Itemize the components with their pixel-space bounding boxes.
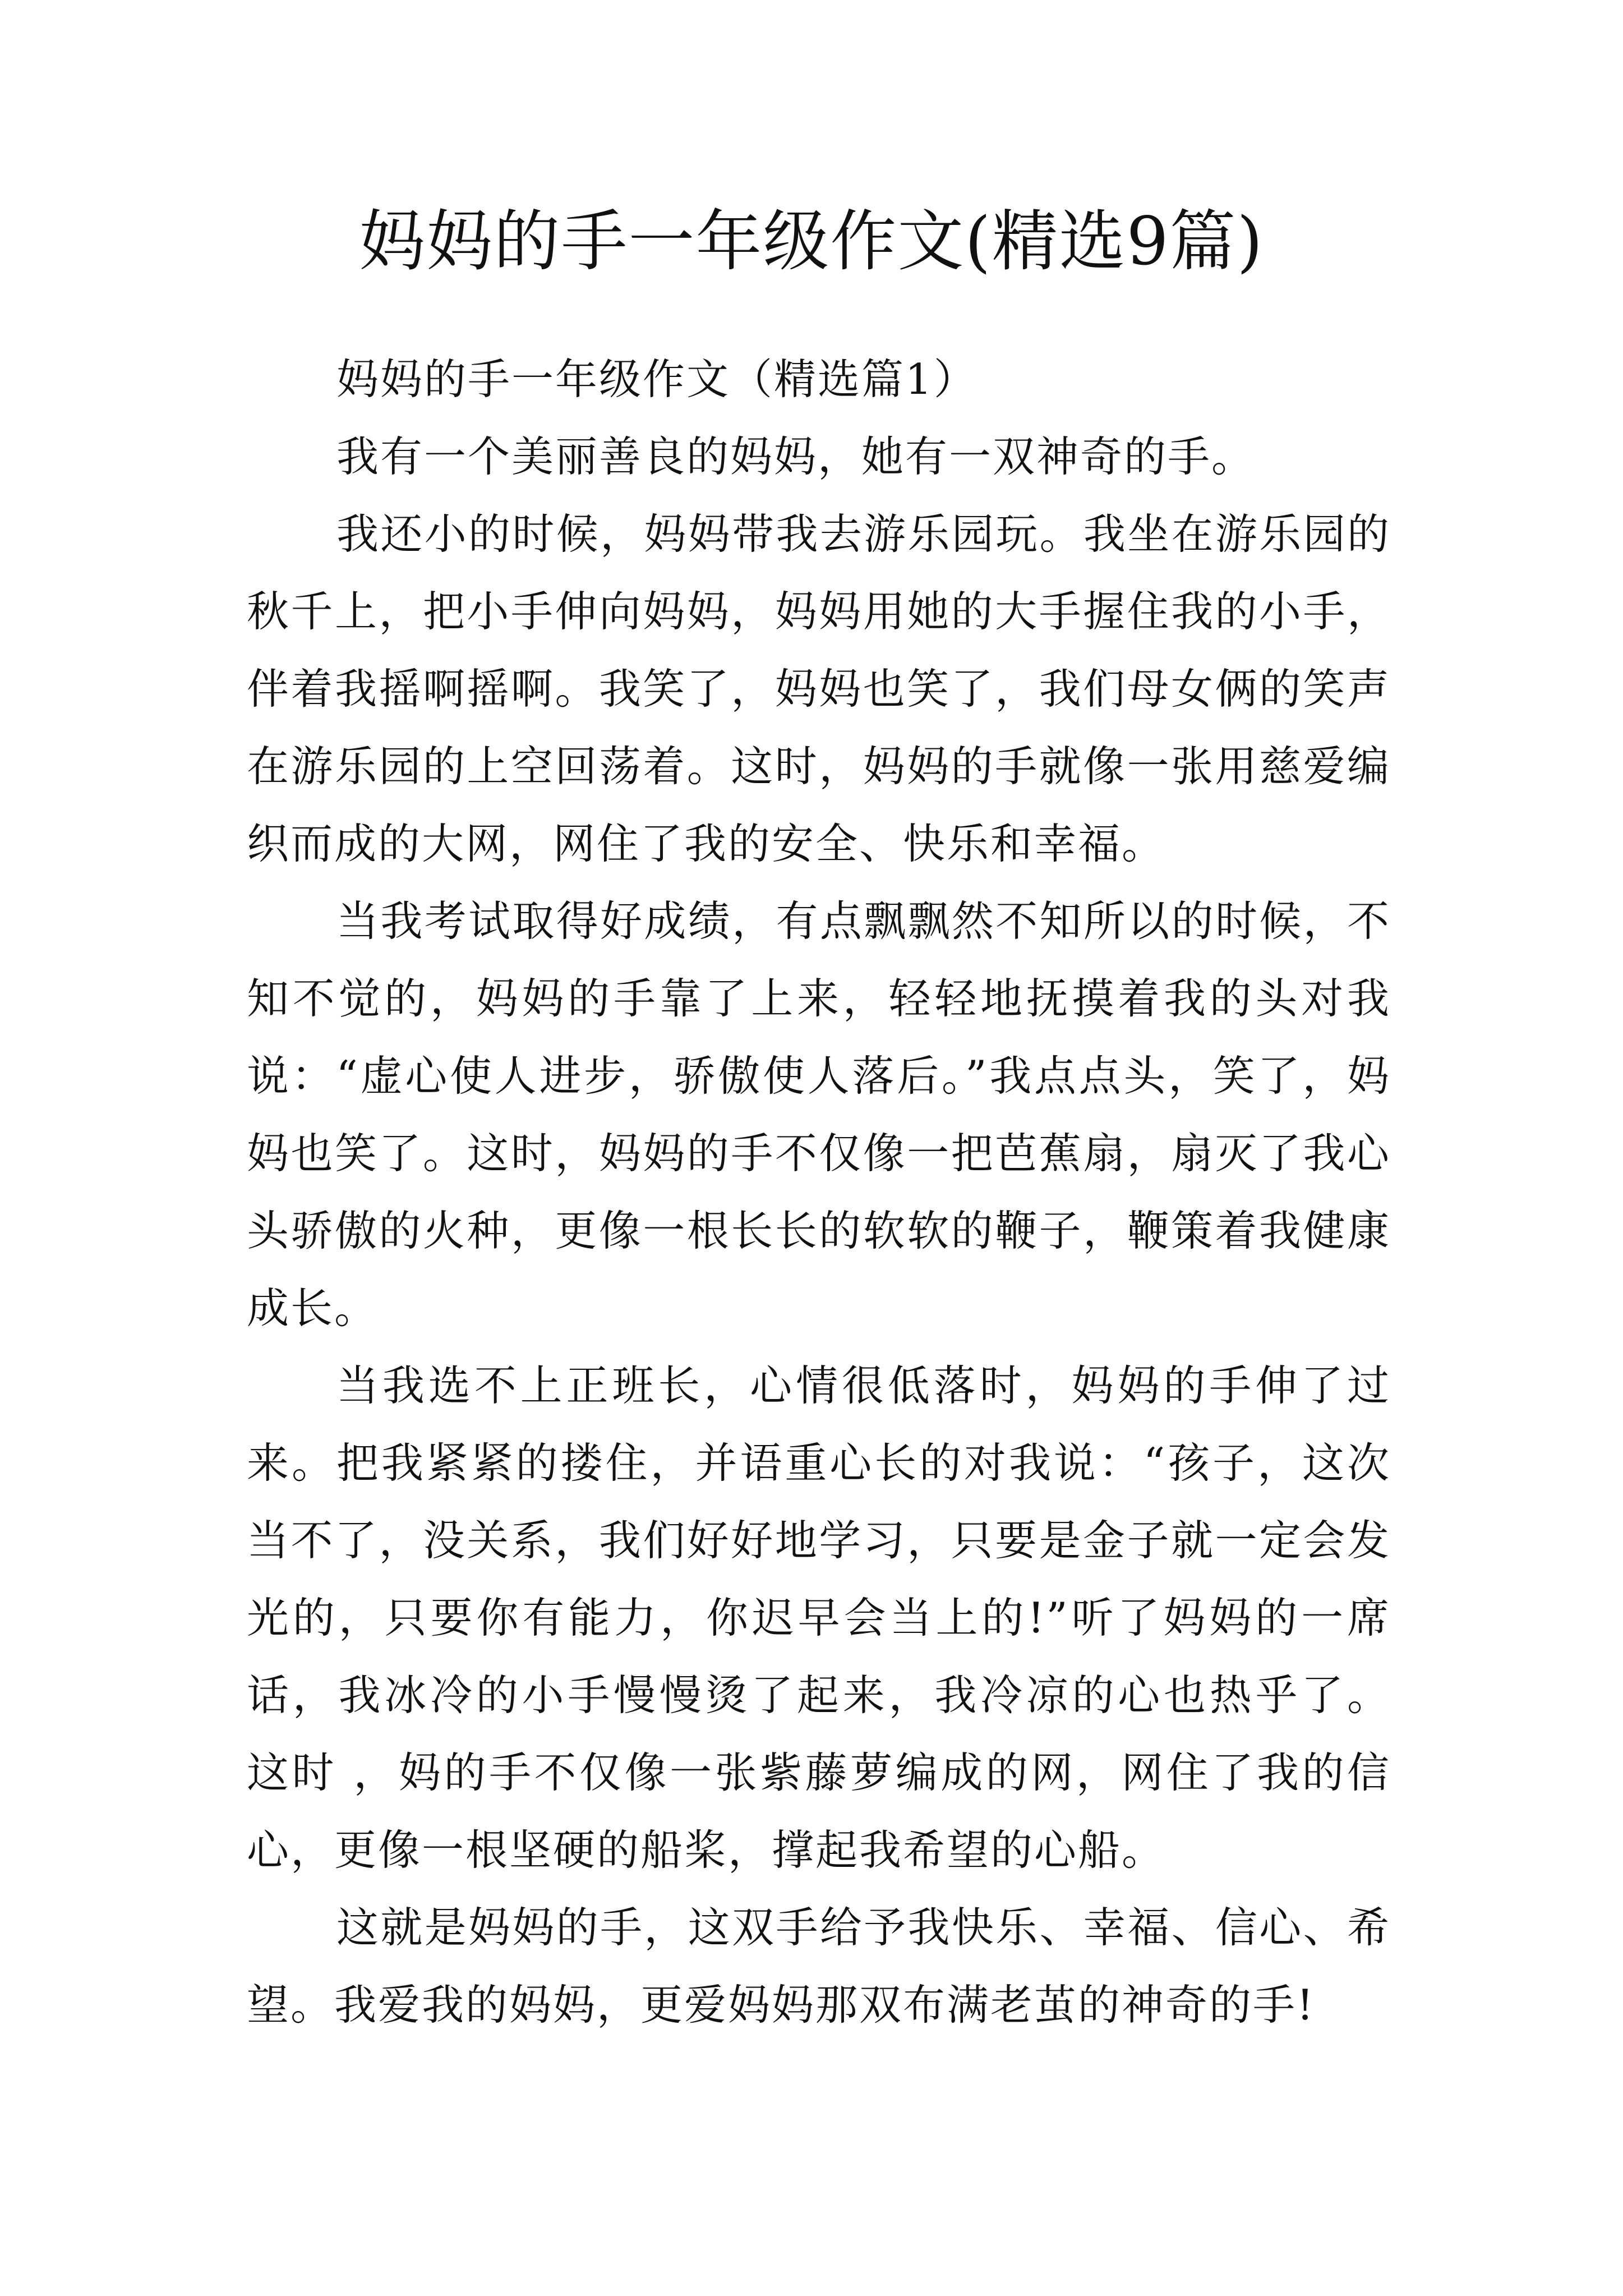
paragraph-1: 我有一个美丽善良的妈妈，她有一双神奇的手。: [336, 432, 1256, 481]
paragraph-2: 我还小的时候，妈妈带我去游乐园玩。我坐在游乐园的秋千上，把小手伸向妈妈，妈妈用她的大手握住我的小手，伴着我摇啊摇啊。我笑了，妈妈也笑了，我们母女俩的笑声在游乐园的上空回荡着。这时，妈妈的手就像一张用慈爱编织而成的大网，网住了我的安全、快乐和幸福。: [247, 509, 1391, 868]
paragraph-3: 当我考试取得好成绩，有点飘飘然不知所以的时候，不知不觉的，妈妈的手靠了上来，轻轻地抚摸着我的头对我说：“虚心使人进步，骄傲使人落后。”我点点头，笑了，妈妈也笑了。这时，妈妈的手不仅像一把芭蕉扇，扇灭了我心头骄傲的火种，更像一根长长的软软的鞭子，鞭策着我健康成长。: [247, 896, 1391, 1333]
document-title: 妈妈的手一年级作文(精选9篇): [359, 203, 1264, 280]
section-heading: 妈妈的手一年级作文（精选篇1）: [336, 355, 978, 404]
paragraph-5: 这就是妈妈的手，这双手给予我快乐、幸福、信心、希望。我爱我的妈妈，更爱妈妈那双布满老茧的神奇的手!: [247, 1903, 1391, 2030]
document-body: [247, 341, 1391, 2044]
paragraph-4: 当我选不上正班长，心情很低落时，妈妈的手伸了过来。把我紧紧的搂住，并语重心长的对我说：“孩子，这次当不了，没关系，我们好好地学习，只要是金子就一定会发光的，只要你有能力，你迟早会当上的!”听了妈妈的一席话，我冰冷的小手慢慢烫了起来，我冷凉的心也热乎了。 这时 ，妈的手不仅像一张紫藤萝编成的网，网住了我的信心，更像一根坚硬的船桨，撑起我希望的心船。: [247, 1361, 1391, 1875]
